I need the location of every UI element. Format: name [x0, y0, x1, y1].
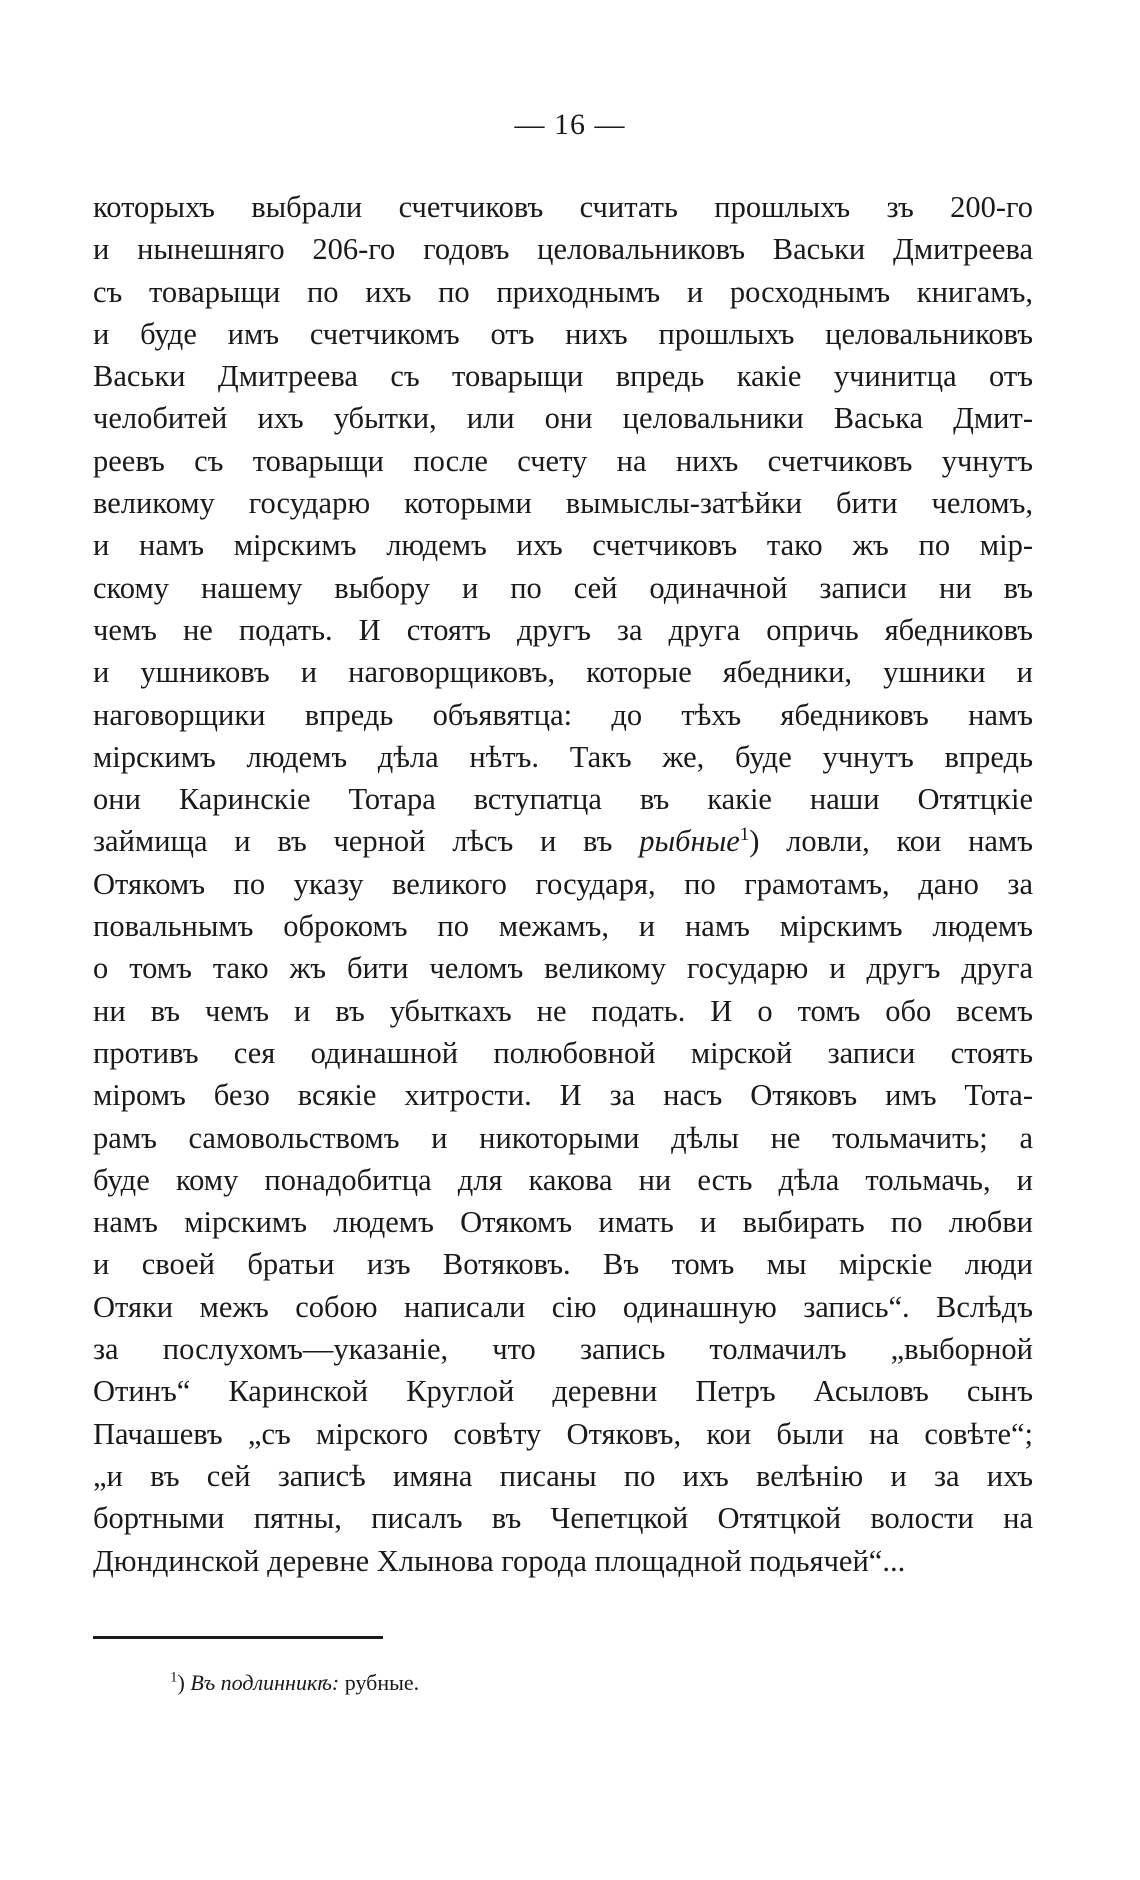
text-line: намъ мірскимъ людемъ Отякомъ имать и выбирать по любви	[93, 1205, 1033, 1240]
text-line: міромъ безо всякіе хитрости. И за насъ Отяковъ имъ Тота-	[93, 1078, 1033, 1113]
page-number: — 16 —	[514, 108, 626, 141]
text-line: и своей братьи изъ Вотяковъ. Въ томъ мы мірскіе люди	[93, 1247, 1033, 1282]
footnote-paren: )	[177, 1670, 185, 1695]
text-line: рамъ самовольствомъ и никоторыми дѣлы не тольмачить; а	[93, 1120, 1033, 1155]
text-line: бортными пятны, писалъ въ Чепетцкой Отятцкой волости на	[93, 1501, 1033, 1536]
text-line: и нынешняго 206-го годовъ целовальниковъ Васьки Дмитреева	[93, 232, 1033, 267]
text-line: за послухомъ—указаніе, что запись толмачилъ „выборной	[93, 1332, 1033, 1367]
text-line: и намъ мірскимъ людемъ ихъ счетчиковъ тако жъ по мір-	[93, 528, 1033, 563]
text-line: Отинъ“ Каринской Круглой деревни Петръ Асыловъ сынъ	[93, 1374, 1033, 1409]
text-line: ни въ чемъ и въ убыткахъ не подать. И о томъ обо всемъ	[93, 993, 1033, 1028]
text-line: мірскимъ людемъ дѣла нѣтъ. Такъ же, буде учнутъ впредь	[93, 739, 1033, 774]
text-line: повальнымъ оброкомъ по межамъ, и намъ мірскимъ людемъ	[93, 909, 1033, 944]
text-line: великому государю которыми вымыслы-затѣйки бити челомъ,	[93, 486, 1033, 521]
line-text-before: займища и въ черной лѣсъ и въ	[93, 824, 613, 859]
text-line: о томъ тако жъ бити челомъ великому государю и другъ друга	[93, 951, 1033, 986]
body-text	[93, 186, 1033, 1582]
text-line: реевъ съ товарыщи после счету на нихъ счетчиковъ учнутъ	[93, 443, 1033, 478]
text-line: Пачашевъ „съ мірского совѣту Отяковъ, кои были на совѣте“;	[93, 1416, 1033, 1451]
line-text-after: ) ловли, кои намъ	[749, 824, 1033, 859]
text-line: съ товарыщи по ихъ по приходнымъ и росходнымъ книгамъ,	[93, 274, 1033, 309]
text-line: буде кому понадобитца для какова ни есть дѣла тольмачь, и	[93, 1162, 1033, 1197]
text-line: Отяки межъ собою написали сію одинашную запись“. Вслѣдъ	[93, 1289, 1033, 1324]
text-line: скому нашему выбору и по сей одиначной записи ни въ	[93, 570, 1033, 605]
text-line: противъ сея одинашной полюбовной мірской записи стоять	[93, 1035, 1033, 1070]
text-line-with-footnote	[93, 820, 1033, 862]
text-line: наговорщики впредь объявятца: до тѣхъ ябедниковъ намъ	[93, 697, 1033, 732]
text-line: и ушниковъ и наговорщиковъ, которые ябедники, ушники и	[93, 655, 1033, 690]
footnote-mark: 1	[170, 1669, 178, 1686]
text-line: и буде имъ счетчикомъ отъ нихъ прошлыхъ целовальниковъ	[93, 316, 1033, 351]
text-line-last: Дюндинской деревне Хлынова города площадной подьячей“...	[93, 1543, 906, 1578]
text-line: Васьки Дмитреева съ товарыщи впредь какіе учинитца отъ	[93, 359, 1033, 394]
footnote-text: рубные.	[344, 1670, 420, 1695]
text-line: чемъ не подать. И стоятъ другъ за друга опричь ябедниковъ	[93, 612, 1033, 647]
footnote-divider	[93, 1636, 383, 1639]
footnote-label: Въ подлинникѣ:	[190, 1670, 340, 1695]
italic-word: рыбные	[639, 824, 740, 859]
text-line: они Каринскіе Тотара вступатца въ какіе наши Отятцкіе	[93, 782, 1033, 817]
text-line: „и въ сей записѣ имяна писаны по ихъ велѣнію и за ихъ	[93, 1458, 1033, 1493]
text-line: Отякомъ по указу великого государя, по грамотамъ, дано за	[93, 866, 1033, 901]
footnote	[170, 1670, 419, 1696]
text-line: челобитей ихъ убытки, или они целовальники Васька Дмит-	[93, 401, 1033, 436]
text-line: которыхъ выбрали счетчиковъ считать прошлыхъ зъ 200-го	[93, 190, 1033, 224]
footnote-reference[interactable]: 1	[739, 824, 750, 846]
